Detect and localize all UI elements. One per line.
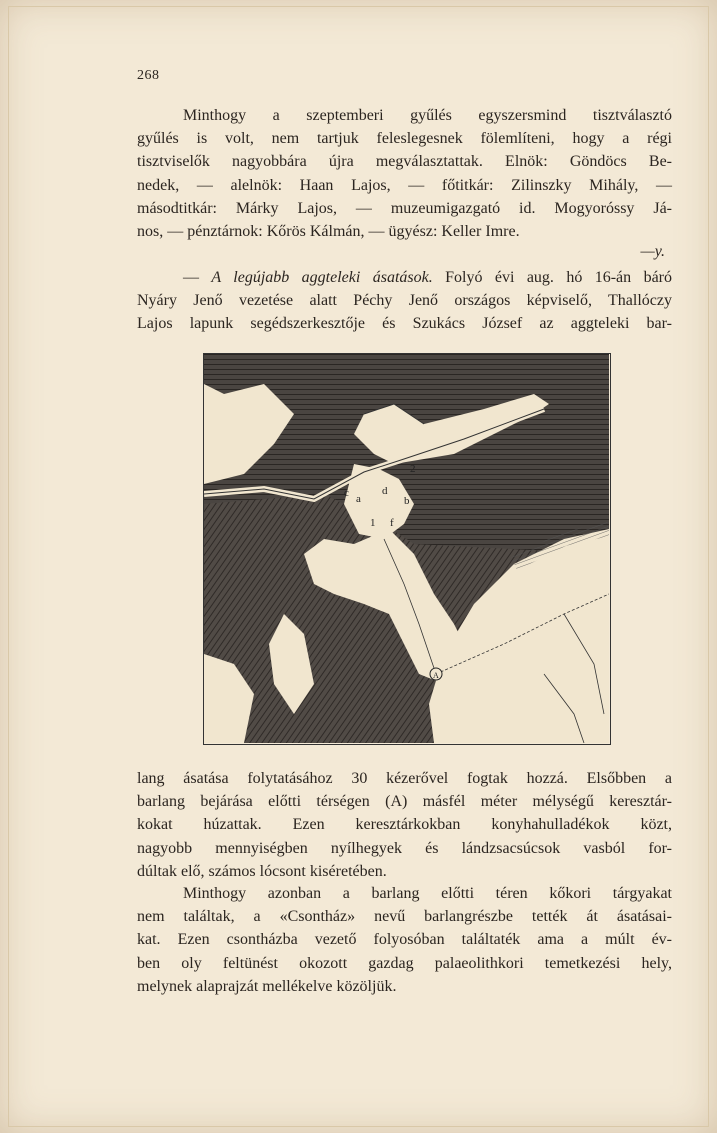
text-line xyxy=(137,266,672,289)
text-line: Minthogy a szeptemberi gyűlés egyszersmind tisztválasztó xyxy=(183,107,672,124)
text-line: tisztviselők nagyobbára újra megválasztattak. Elnök: Göndöcs Be- xyxy=(137,153,672,171)
text-line: gyűlés is volt, nem tartjuk feleslegesnek fölemlíteni, hogy a régi xyxy=(137,130,672,148)
text-line: kokat húzattak. Ezen keresztárkokban konyhahulladékok közt, xyxy=(137,816,672,834)
text-line: ben oly feltünést okozott gazdag palaeolithkori temetkezési hely, xyxy=(137,954,672,972)
map-label-2: 2 xyxy=(410,463,416,475)
text-line: Minthogy azonban a barlang előtti téren kőkori tárgyakat xyxy=(183,885,672,902)
map-label-a: a xyxy=(356,493,361,505)
text-line: Nyáry Jenő vezetése alatt Péchy Jenő országos képviselő, Thallóczy xyxy=(137,292,672,310)
text-line: lang ásatása folytatásához 30 kézerővel fogtak hozzá. Elsőbben a xyxy=(137,770,672,787)
text-line: nedek, — alelnök: Haan Lajos, — főtitkár: Zilinszky Mihály, — xyxy=(137,176,672,194)
cave-map-illustration xyxy=(204,354,609,743)
map-label-c: c xyxy=(344,487,349,499)
text-line: Lajos lapunk segédszerkesztője és Szukács József az aggteleki bar- xyxy=(137,315,672,333)
map-label-d: d xyxy=(382,485,388,497)
author-signature: —y. xyxy=(640,243,665,260)
page-number: 268 xyxy=(137,68,160,83)
map-label-entrance: A xyxy=(433,671,439,680)
paragraph-trenches xyxy=(137,767,672,883)
text-line: barlang bejárása előtti térségen (A) másfél méter mélységű keresztár- xyxy=(137,793,672,811)
text-line: nos, — pénztárnok: Kőrös Kálmán, — ügyész: Keller Imre. xyxy=(137,223,520,241)
map-label-b: b xyxy=(404,495,410,507)
article-title: A legújabb aggteleki ásatások. xyxy=(211,269,433,286)
text-line: másodtitkár: Márky Lajos, — muzeumigazgató id. Mogyoróssy Já- xyxy=(137,199,672,217)
map-label-1: 1 xyxy=(370,517,376,529)
text-line: nem találtak, a «Csontház» nevű barlangrészbe tették át ásatásai- xyxy=(137,908,672,926)
map-label-f: f xyxy=(390,517,394,529)
paragraph-society-election xyxy=(137,104,672,243)
text-line: dúltak elő, számos lócsont kiséretében. xyxy=(137,862,387,880)
paragraph-bone-house xyxy=(137,882,672,998)
text-line: nagyobb mennyiségben nyílhegyek és lándzsacsúcsok vasból for- xyxy=(137,839,672,857)
text-fragment: Folyó évi aug. hó 16-án báró xyxy=(432,269,672,286)
dash: — xyxy=(183,269,212,286)
paragraph-aggtelek-excavations xyxy=(137,266,672,336)
text-line: kat. Ezen csontházba vezető folyosóban találtaték ama a múlt év- xyxy=(137,931,672,949)
text-line: melynek alaprajzát mellékelve közöljük. xyxy=(137,977,397,995)
cave-map-figure xyxy=(203,353,611,745)
